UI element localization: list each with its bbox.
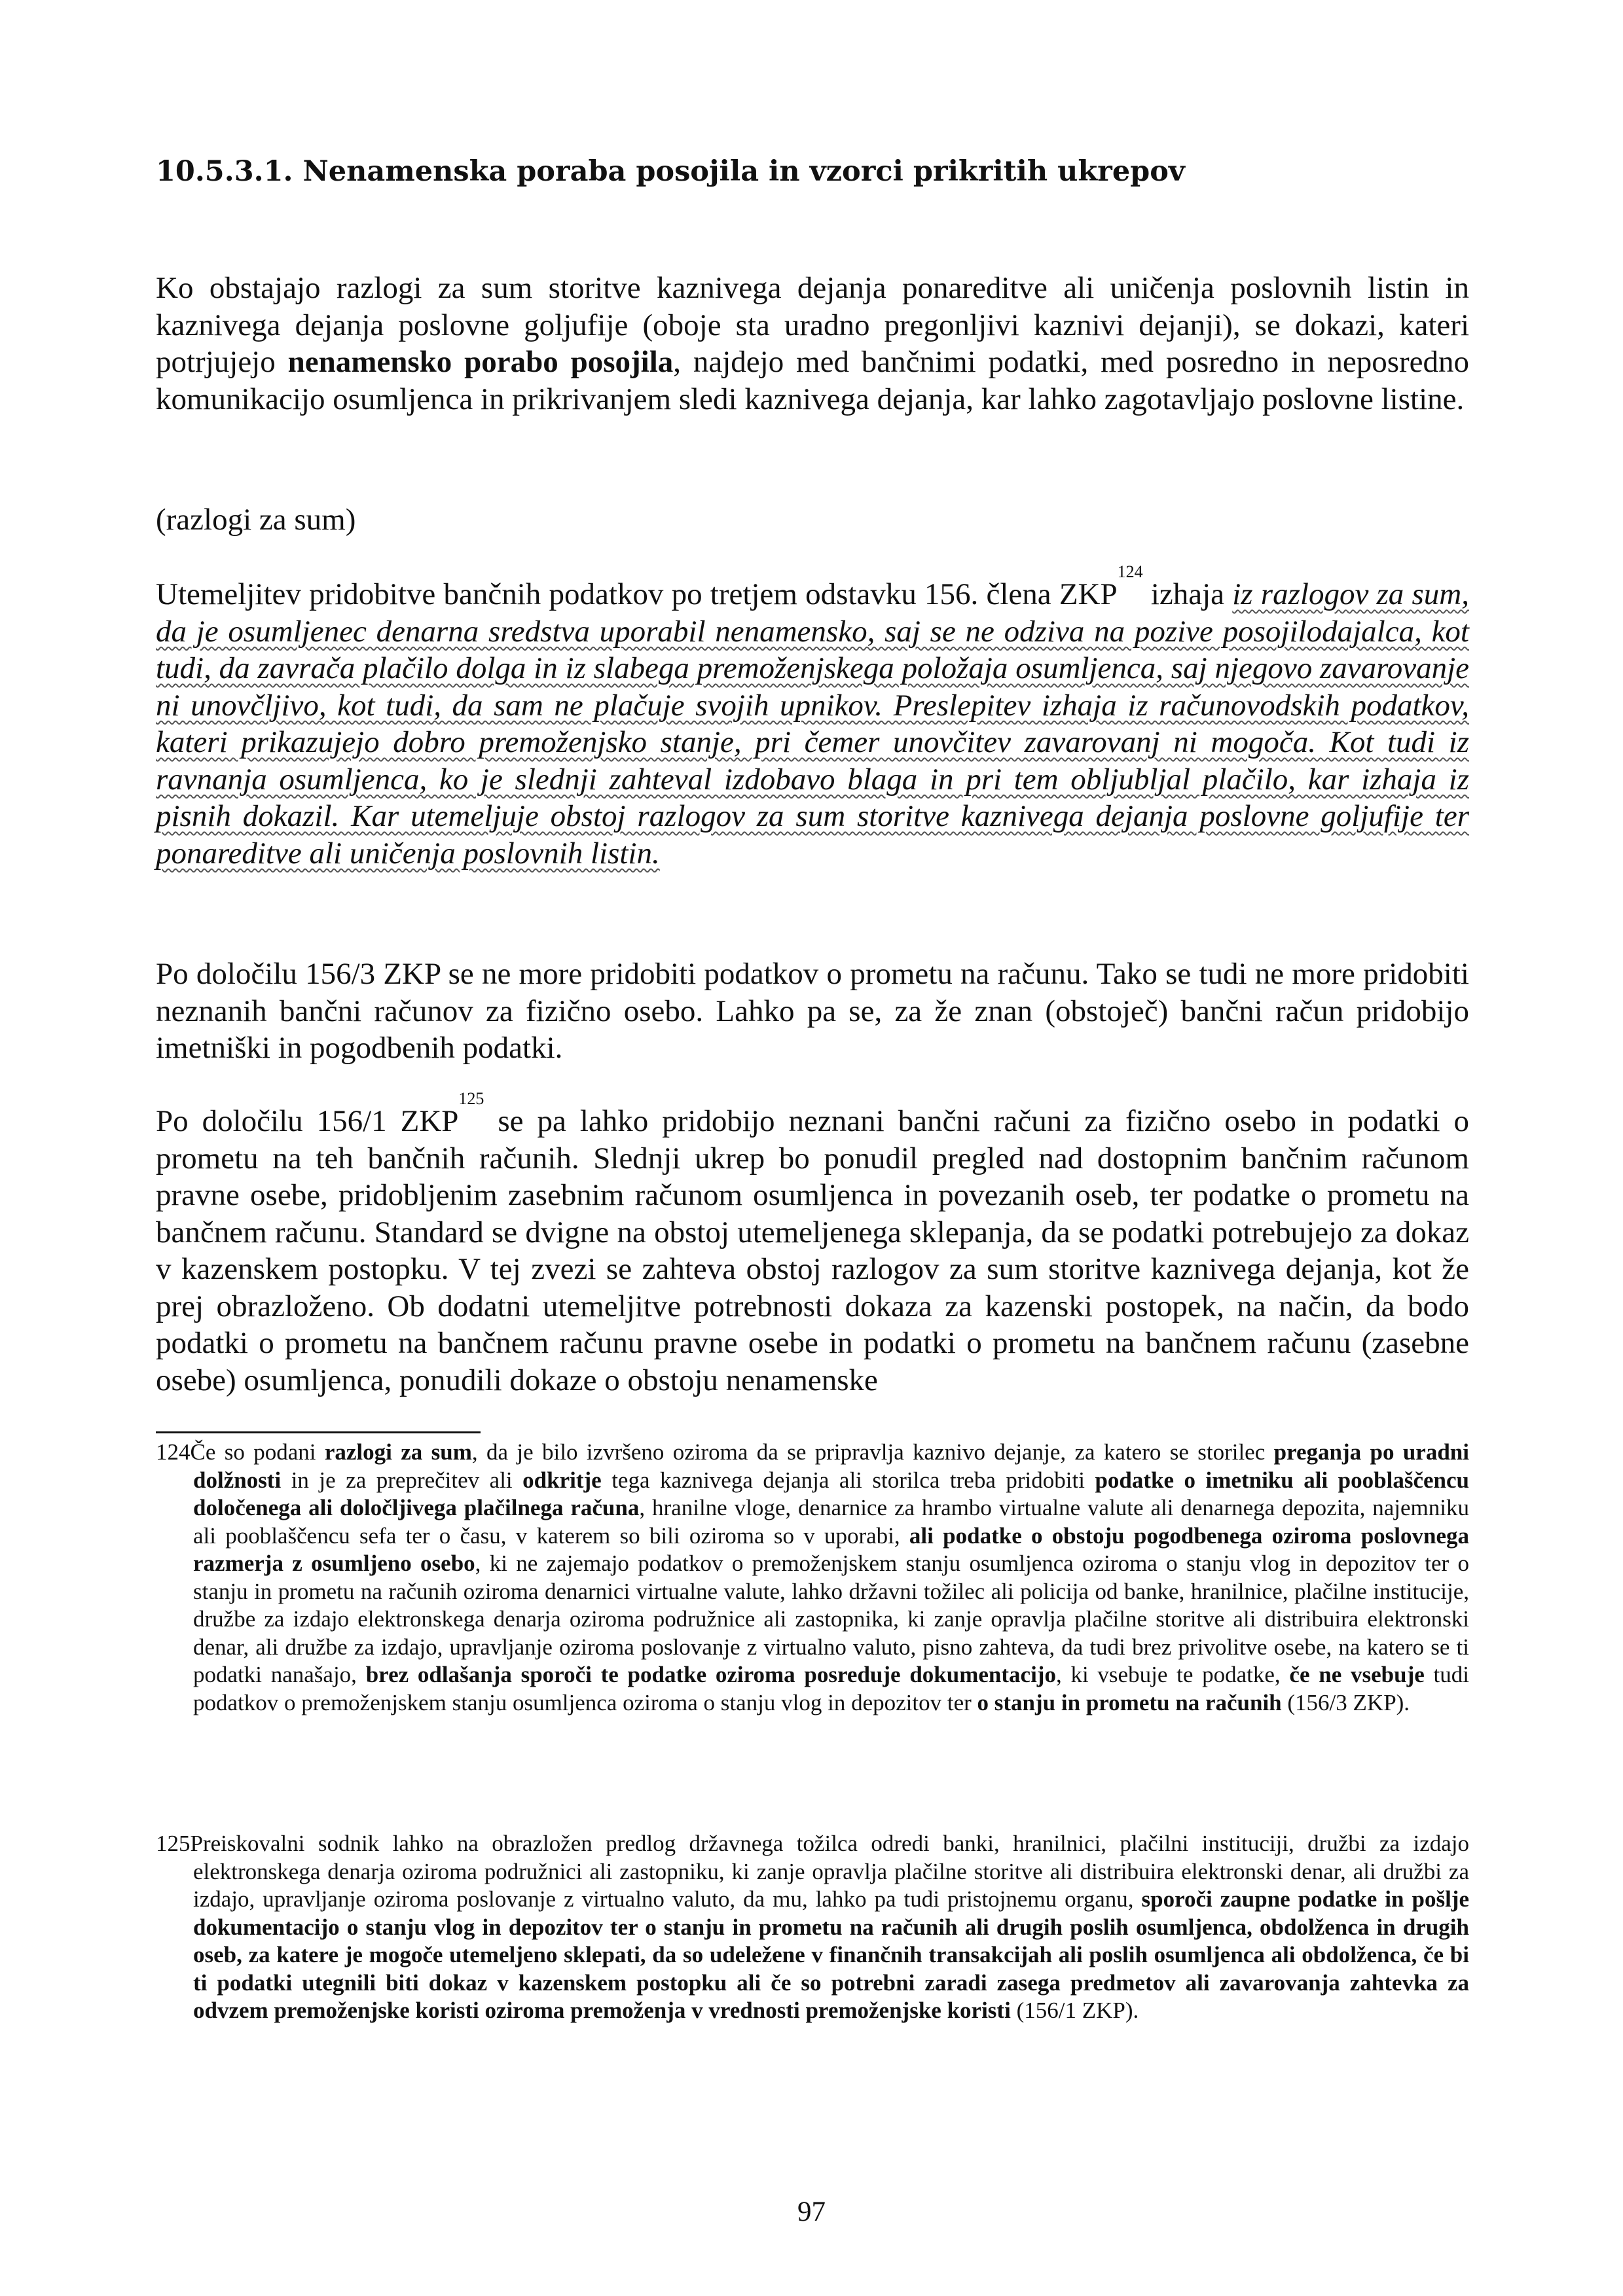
paragraph-156-1 — [156, 1089, 1469, 1399]
footnote-124-bold: o stanju in prometu na računih — [977, 1689, 1282, 1715]
section-heading: 10.5.3.1. Nenamenska poraba posojila in vzorci prikritih ukrepov — [156, 155, 1185, 188]
page-number: 97 — [797, 2197, 826, 2227]
paragraph-justification-text: Utemeljitev pridobitve bančnih podatkov po tretjem odstavku 156. člena ZKP — [156, 577, 1118, 611]
footnote-124-text: , ki ne zajemajo podatkov o premoženjskem stanju osumljenca oziroma o stanju vlog in depozitov ter o stanju in prometu na računih oziroma denarnici virtualne valute, lahko državni tožilec ali policija od banke, hranilnice, plačilne institucije, družbe za izdajo elektronskega denarja oziroma podružnice ali zastopnika, ki zanje opravlja plačilne storitve ali distribuira elektronski denar, ali družbe za izdajo, upravljanje oziroma poslovanje z virtualno valuto, pisno zahteva, da tudi brez privolitve osebe, na katero se ti podatki nanašajo, — [193, 1551, 1469, 1687]
footnote-124-bold: odkritje — [522, 1467, 602, 1493]
footnote-125-text: (156/1 ZKP). — [1010, 1998, 1139, 2023]
paragraph-156-1-text-2: se pa lahko pridobijo neznani bančni računi za fizično osebo in podatki o prometu na teh bančnih računih. Slednji ukrep bo ponudil pregled nad dostopnim bančnim računom pravne osebe, pridobljenim zasebnim računom osumljenca in povezanih oseb, ter podatke o prometu na bančnem računu. Standard se dvigne na obstoj utemeljenega sklepanja, da se podatki potrebujejo za dokaz v kazenskem postopku. V tej zvezi se zahteva obstoj razlogov za sum storitve kaznivega dejanja, kot že prej obrazloženo. Ob dodatni utemeljitve potrebnosti dokaza za kazenski postopek, na način, da bodo podatki o prometu na bančnem računu pravne osebe in podatki o prometu na bančnem računu (zasebne osebe) osumljenca, ponudili dokaze o obstoju nenamenske — [156, 1104, 1469, 1397]
paragraph-156-3: Po določilu 156/3 ZKP se ne more pridobiti podatkov o prometu na računu. Tako se tudi ne more pridobiti neznanih bančni računov za fizično osebo. Lahko pa se, za že znan (obstoječ) bančni račun pridobijo imetniški in pogodbenih podatki. — [156, 957, 1469, 1065]
paragraph-justification-connector: izhaja — [1142, 577, 1233, 611]
footnote-ref-124[interactable]: 124 — [1117, 562, 1143, 581]
footnote-124-bold: ali podatke o obstoju pogodbenega oziroma poslovnega razmerja z osumljeno osebo — [193, 1522, 1470, 1576]
footnote-124-text: tega kaznivega dejanja ali storilca treba pridobiti — [601, 1467, 1095, 1493]
footnote-125 — [156, 1830, 1469, 2025]
footnote-124-bold: brez odlašanja sporoči te podatke oziroma posreduje dokumentacijo — [365, 1662, 1056, 1687]
footnote-124 — [156, 1439, 1469, 1717]
footnote-124-text: , ki vsebuje te podatke, — [1055, 1662, 1290, 1687]
footnote-124-text: , da je bilo izvršeno oziroma da se pripravlja kaznivo dejanje, za katero se storilec — [471, 1439, 1274, 1465]
footnote-125-number: 125 — [156, 1831, 191, 1856]
footnote-124-number: 124 — [156, 1439, 191, 1465]
footnote-124-bold: preganja po uradni dolžnosti — [193, 1439, 1469, 1493]
footnote-124-text: Če so podani — [190, 1439, 325, 1465]
paragraph-intro-text-2: , najdejo med bančnimi podatki, med posredno in neposredno komunikacijo osumljenca in prikrivanjem sledi kaznivega dejanja, kar lahko zagotavljajo poslovne listine. — [156, 345, 1469, 416]
footnote-124-text: tudi podatkov o premoženjskem stanju osumljenca oziroma o stanju vlog in depozitov ter — [193, 1662, 1469, 1715]
footnote-124-text: (156/3 ZKP). — [1281, 1689, 1410, 1715]
footnote-124-bold: če ne vsebuje — [1289, 1662, 1425, 1687]
paragraph-intro — [156, 270, 1469, 418]
footnote-124-text: , hranilne vloge, denarnice za hrambo virtualne valute ali denarnega depozita, najemniku ali pooblaščencu sefa ter o času, v katerem so bili oziroma so v uporabi, — [193, 1495, 1470, 1549]
paragraph-intro-text-1: Ko obstajajo razlogi za sum storitve kaznivega dejanja ponareditve ali uničenja poslovnih listin in kaznivega dejanja poslovne goljufije (oboje sta uradno pregonljivi kaznivi dejanji), se dokazi, kateri potrjujejo — [156, 271, 1469, 379]
footnote-separator — [156, 1431, 481, 1433]
paragraph-justification — [156, 562, 1469, 872]
footnote-ref-125[interactable]: 125 — [458, 1089, 484, 1108]
paragraph-156-1-text-1: Po določilu 156/1 ZKP — [156, 1104, 459, 1138]
paragraph-intro-bold: nenamensko porabo posojila — [287, 345, 674, 379]
footnote-124-bold: razlogi za sum — [324, 1439, 472, 1465]
footnote-125-text: Preiskovalni sodnik lahko na obrazložen predlog državnega tožilca odredi banki, hranilnici, plačilni instituciji, družbi za izdajo elektronskega denarja oziroma podružnici ali zastopniku, ki zanje opravlja plačilne storitve ali distribuira elektronski denar, ali družbi za izdajo, upravljanje oziroma poslovanje z virtualno valuto, da mu, lahko pa tudi pristojnemu organu, — [190, 1831, 1469, 1912]
paragraph-justification-italic: iz razlogov za sum, da je osumljenec denarna sredstva uporabil nenamensko, saj se ne odziva na pozive posojilodajalca, kot tudi, da zavrača plačilo dolga in iz slabega premoženjskega položaja osumljenca, saj njegovo zavarovanje ni unovčljivo, kot tudi, da sam ne plačuje svojih upnikov. Preslepitev izhaja iz računovodskih podatkov, kateri prikazujejo dobro premoženjsko stanje, pri čemer unovčitev zavarovanj ni mogoča. Kot tudi iz ravnanja osumljenca, ko je slednji zahteval izdobavo blaga in pri tem obljubljal plačilo, kar izhaja iz pisnih dokazil. Kar utemeljuje obstoj razlogov za sum storitve kaznivega dejanja poslovne goljufije ter ponareditve ali uničenja poslovnih listin. — [156, 577, 1469, 870]
footnote-124-text: in je za preprečitev ali — [281, 1467, 523, 1493]
paragraph-label: (razlogi za sum) — [156, 503, 356, 537]
footnote-125-bold: sporoči zaupne podatke in pošlje dokumentacijo o stanju vlog in depozitov ter o stanju in prometu na računih ali drugih poslih osumljenca, obdolženca in drugih oseb, za katere je mogoče utemeljeno sklepati, da so udeležene v finančnih transakcijah ali poslih osumljenca ali obdolženca, če bi ti podatki utegnili biti dokaz v kazenskem postopku ali če so potrebni zaradi zasega predmetov ali zavarovanja zahtevka za odvzem premoženjske koristi oziroma premoženja v vrednosti premoženjske koristi — [193, 1886, 1469, 2023]
footnote-124-bold: podatke o imetniku ali pooblaščencu določenega ali določljivega plačilnega računa — [193, 1467, 1469, 1520]
